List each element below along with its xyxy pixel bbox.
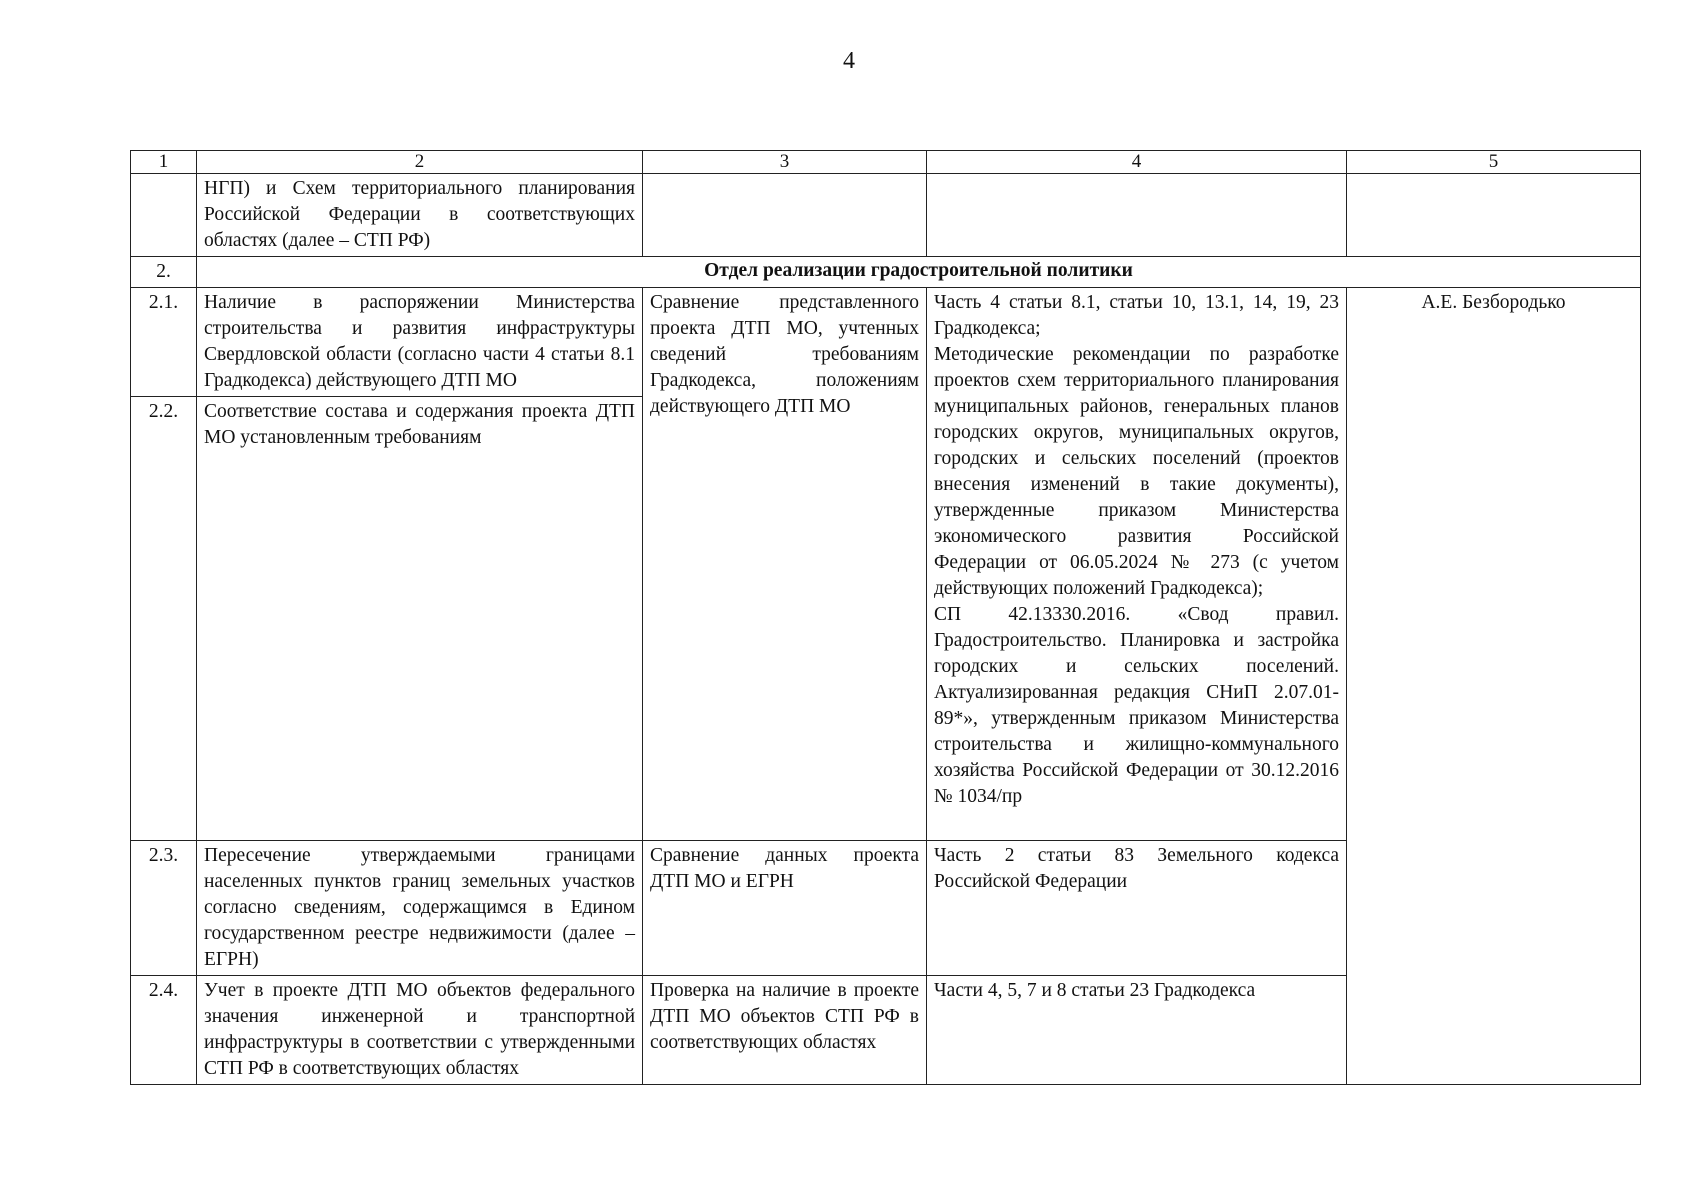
legal-basis-cell: Части 4, 5, 7 и 8 статьи 23 Градкодекса <box>927 976 1347 1085</box>
section-row <box>131 257 1641 288</box>
legal-basis-line: Методические рекомендации по разработке проектов схем территориального планирования муниципальных районов, генеральных планов городских округов, муниципальных округов, городских и сельских поселений (проектов внесения изменений в такие документы), утвержденные приказом Министерства экономического развития Российской Федерации от 06.05.2024 № 273 (с учетом действующих положений Градкодекса); <box>934 344 1339 599</box>
continuation-law-cell <box>927 174 1347 257</box>
column-header-1: 1 <box>131 151 197 174</box>
legal-basis-cell <box>927 288 1347 841</box>
table-row-2-1 <box>131 288 1641 397</box>
inspection-table <box>130 150 1641 1085</box>
section-number: 2. <box>131 257 197 288</box>
column-header-3: 3 <box>643 151 927 174</box>
method-cell: Сравнение данных проекта ДТП МО и ЕГРН <box>643 841 927 976</box>
row-number: 2.4. <box>131 976 197 1085</box>
legal-basis-line: Часть 4 статьи 8.1, статьи 10, 13.1, 14, 19, 23 Градкодекса; <box>934 292 1339 339</box>
responsible-cell: А.Е. Безбородько <box>1347 288 1641 1085</box>
legal-basis-cell: Часть 2 статьи 83 Земельного кодекса Российской Федерации <box>927 841 1347 976</box>
row-subject: Учет в проекте ДТП МО объектов федерального значения инженерной и транспортной инфраструктуры в соответствии с утвержденными СТП РФ в соответствующих областях <box>197 976 643 1085</box>
method-cell: Проверка на наличие в проекте ДТП МО объектов СТП РФ в соответствующих областях <box>643 976 927 1085</box>
legal-basis-line: СП 42.13330.2016. «Свод правил. Градостроительство. Планировка и застройка городских и сельских поселений. Актуализированная редакция СНиП 2.07.01-89*», утвержденным приказом Министерства строительства и жилищно-коммунального хозяйства Российской Федерации от 30.12.2016 № 1034/пр <box>934 604 1339 807</box>
continuation-responsible-cell <box>1347 174 1641 257</box>
table-header-row <box>131 151 1641 174</box>
method-cell: Сравнение представленного проекта ДТП МО, учтенных сведений требованиям Градкодекса, положениям действующего ДТП МО <box>643 288 927 841</box>
section-title: Отдел реализации градостроительной политики <box>197 257 1641 288</box>
column-header-2: 2 <box>197 151 643 174</box>
row-subject: Соответствие состава и содержания проекта ДТП МО установленным требованиям <box>197 397 643 841</box>
row-subject: Наличие в распоряжении Министерства строительства и развития инфраструктуры Свердловской области (согласно части 4 статьи 8.1 Градкодекса) действующего ДТП МО <box>197 288 643 397</box>
row-subject: Пересечение утверждаемыми границами населенных пунктов границ земельных участков согласно сведениям, содержащимся в Едином государственном реестре недвижимости (далее – ЕГРН) <box>197 841 643 976</box>
table-row-continuation <box>131 174 1641 257</box>
page-number: 4 <box>843 48 855 74</box>
column-header-4: 4 <box>927 151 1347 174</box>
column-header-5: 5 <box>1347 151 1641 174</box>
continuation-method-cell <box>643 174 927 257</box>
row-number: 2.1. <box>131 288 197 397</box>
continuation-subject: НГП) и Схем территориального планирования Российской Федерации в соответствующих областях (далее – СТП РФ) <box>197 174 643 257</box>
continuation-num-cell <box>131 174 197 257</box>
row-number: 2.2. <box>131 397 197 841</box>
row-number: 2.3. <box>131 841 197 976</box>
